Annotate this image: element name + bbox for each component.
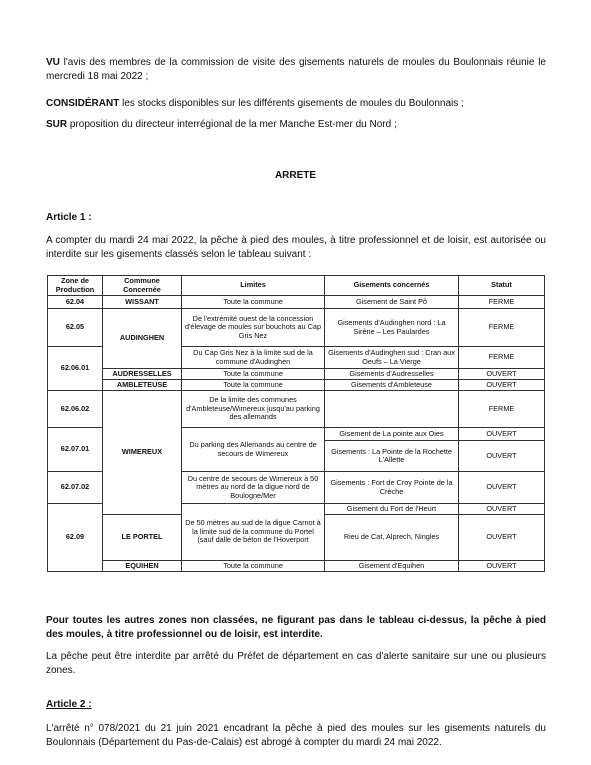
zone-cell: 62.09 <box>48 504 103 572</box>
gisements-cell: Gisements : Fort de Croy Pointe de la Crèche <box>325 472 459 504</box>
statut-cell: OUVERT <box>459 472 545 504</box>
commune-cell: EQUIHEN <box>103 561 182 572</box>
vu-paragraph <box>46 56 546 83</box>
table-header-row <box>48 276 545 296</box>
header-statut: Statut <box>459 276 545 296</box>
zone-cell: 62.07.02 <box>48 472 103 504</box>
table-row <box>48 561 545 572</box>
statut-cell: FERME <box>459 391 545 428</box>
vu-text: l'avis des membres de la commission de visite des gisements naturels de moules du Boulonnais réunie le mercredi 18 mai 2022 ; <box>46 57 546 82</box>
statut-cell: OUVERT <box>459 369 545 380</box>
considerant-paragraph <box>46 97 546 111</box>
non-classified-paragraph: Pour toutes les autres zones non classées, ne figurant pas dans le tableau ci-dessus, la pêche à pied des moules, à titre professionnel ou de loisir, est interdite. <box>46 615 546 640</box>
gisements-cell: Gisement d'Equihen <box>325 561 459 572</box>
gisements-cell: Gisements d'Audinghen nord : La Sirène – Les Paulardes <box>325 309 459 347</box>
statut-cell: OUVERT <box>459 428 545 441</box>
gisements-cell: Gisements d'Audinghen sud : Cran aux Oeufs – La Vierge <box>325 347 459 369</box>
limites-cell: De l'extrémité ouest de la concession d'élevage de moules sur bouchots au Cap Gris Nez <box>182 309 325 347</box>
commune-cell: AUDRESSELLES <box>103 369 182 380</box>
table-row <box>48 309 545 347</box>
zones-table <box>47 275 545 572</box>
gisements-cell <box>325 391 459 428</box>
gisements-cell: Rieu de Cat, Alprech, Ningles <box>325 515 459 561</box>
header-limites: Limites <box>182 276 325 296</box>
table-row <box>48 296 545 309</box>
commune-cell: AUDINGHEN <box>103 309 182 369</box>
limites-cell: Toute la commune <box>182 380 325 391</box>
commune-cell: WIMEREUX <box>103 391 182 515</box>
sur-label: SUR <box>46 119 68 130</box>
statut-cell: OUVERT <box>459 504 545 515</box>
zone-cell: 62.06.02 <box>48 391 103 428</box>
limites-cell: Du parking des Allemands au centre de secours de Wimereux <box>182 428 325 472</box>
arrete-title: ARRETE <box>274 170 317 181</box>
article2-text: L'arrêté n° 078/2021 du 21 juin 2021 encadrant la pêche à pied des moules sur les gisements naturels du Boulonnais (Département du Pas-de-Calais) est abrogé à compter du mardi 24 mai 2022. <box>46 723 546 748</box>
article1-heading: Article 1 : <box>46 212 92 223</box>
article2-heading: Article 2 : <box>46 699 92 710</box>
header-zone: Zone de Production <box>48 276 103 296</box>
sur-paragraph <box>46 118 546 132</box>
header-commune: Commune Concernée <box>103 276 182 296</box>
limites-cell: Toute la commune <box>182 561 325 572</box>
table-row <box>48 369 545 380</box>
zone-cell: 62.05 <box>48 309 103 347</box>
alert-paragraph: La pêche peut être interdite par arrêté du Préfet de département en cas d'alerte sanitaire sur une ou plusieurs zones. <box>46 651 546 676</box>
article1-text: A compter du mardi 24 mai 2022, la pêche à pied des moules, à titre professionnel et de loisir, est autorisée ou interdite sur les gisements classés selon le tableau suivant : <box>46 235 546 260</box>
zone-cell: 62.06.01 <box>48 347 103 391</box>
zone-cell: 62.07.01 <box>48 428 103 472</box>
statut-cell: FERME <box>459 296 545 309</box>
gisements-cell: Gisements d'Audresselles <box>325 369 459 380</box>
header-gisements: Gisements concernés <box>325 276 459 296</box>
sur-text: proposition du directeur interrégional de la mer Manche Est-mer du Nord ; <box>69 119 397 130</box>
gisements-cell: Gisement de Saint Pô <box>325 296 459 309</box>
limites-cell: De 50 mètres au sud de la digue Carnot à la limite sud de la commune du Portel (sauf dalle de béton de l'Hoverport <box>182 504 325 561</box>
statut-cell: FERME <box>459 309 545 347</box>
gisements-cell: Gisements d'Ambleteuse <box>325 380 459 391</box>
commune-cell: WISSANT <box>103 296 182 309</box>
gisements-cell: Gisement de La pointe aux Oies <box>325 428 459 441</box>
statut-cell: OUVERT <box>459 515 545 561</box>
table-row <box>48 391 545 428</box>
commune-cell: AMBLETEUSE <box>103 380 182 391</box>
zone-cell: 62.04 <box>48 296 103 309</box>
limites-cell: Du centre de secours de Wimereux à 50 mètres au nord de la digue nord de Boulogne/Mer <box>182 472 325 504</box>
vu-label: VU <box>46 57 60 68</box>
gisements-cell: Gisements : La Pointe de la Rochette L'Allette <box>325 441 459 472</box>
statut-cell: OUVERT <box>459 380 545 391</box>
gisements-cell: Gisement du Fort de l'Heurt <box>325 504 459 515</box>
considerant-label: CONSIDÉRANT <box>46 98 120 109</box>
table-row <box>48 380 545 391</box>
limites-cell: Du Cap Gris Nez à la limite sud de la commune d'Audinghen <box>182 347 325 369</box>
limites-cell: De la limite des communes d'Ambleteuse/Wimereux jusqu'au parking des allemands <box>182 391 325 428</box>
statut-cell: OUVERT <box>459 441 545 472</box>
statut-cell: OUVERT <box>459 561 545 572</box>
limites-cell: Toute la commune <box>182 296 325 309</box>
limites-cell: Toute la commune <box>182 369 325 380</box>
statut-cell: FERME <box>459 347 545 369</box>
considerant-text: les stocks disponibles sur les différents gisements de moules du Boulonnais ; <box>122 98 464 109</box>
commune-cell: LE PORTEL <box>103 515 182 561</box>
